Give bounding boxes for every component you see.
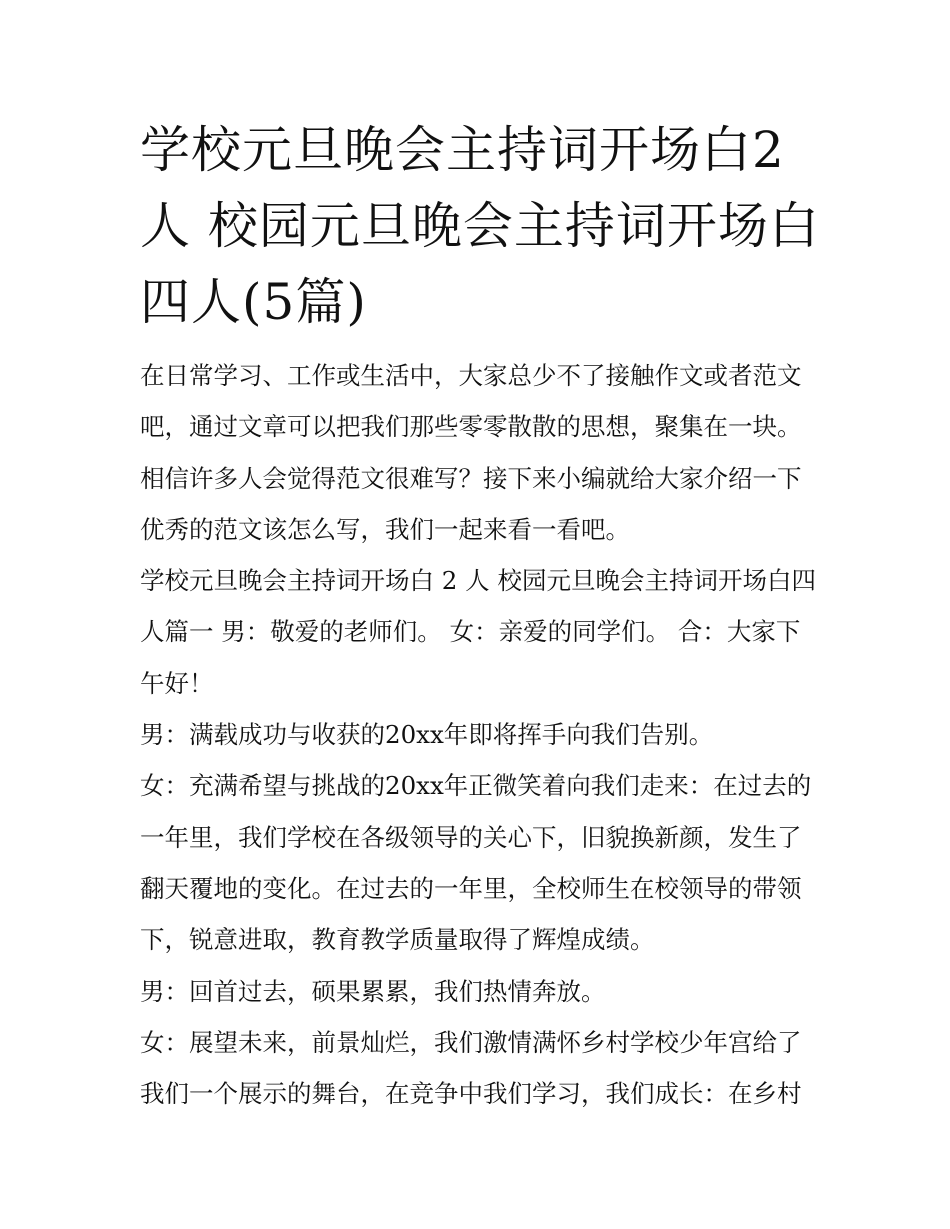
body-paragraph: 男：满载成功与收获的20xx年即将挥手向我们告别。 [140, 720, 714, 750]
document-title: 学校元旦晚会主持词开场白2人 校园元旦晚会主持词开场白四人(5篇) [140, 121, 820, 331]
intro-paragraph: 在日常学习、工作或生活中，大家总少不了接触作文或者范文吧，通过文章可以把我们那些零零散散的思想，聚集在一块。相信许多人会觉得范文很难写？接下来小编就给大家介绍一下优秀的范文该怎么写，我们一起来看一看吧。 [140, 361, 802, 544]
body-paragraph: 女：充满希望与挑战的20xx年正微笑着向我们走来：在过去的一年里，我们学校在各级领导的关心下，旧貌换新颜，发生了翻天覆地的变化。在过去的一年里，全校师生在校领导的带领下，锐意进取，教育教学质量取得了辉煌成绩。 [140, 771, 812, 955]
body-paragraph: 男：回首过去，硕果累累，我们热情奔放。 [140, 976, 606, 1006]
document-page [140, 112, 820, 1119]
body-paragraph: 学校元旦晚会主持词开场白 2 人 校园元旦晚会主持词开场白四人篇一 男：敬爱的老师们。 女：亲爱的同学们。 合：大家下午好！ [140, 566, 816, 698]
body-paragraph: 女：展望未来，前景灿烂，我们激情满怀乡村学校少年宫给了我们一个展示的舞台，在竞争中我们学习，我们成长：在乡村 [140, 1027, 802, 1109]
document-body [140, 350, 820, 1119]
